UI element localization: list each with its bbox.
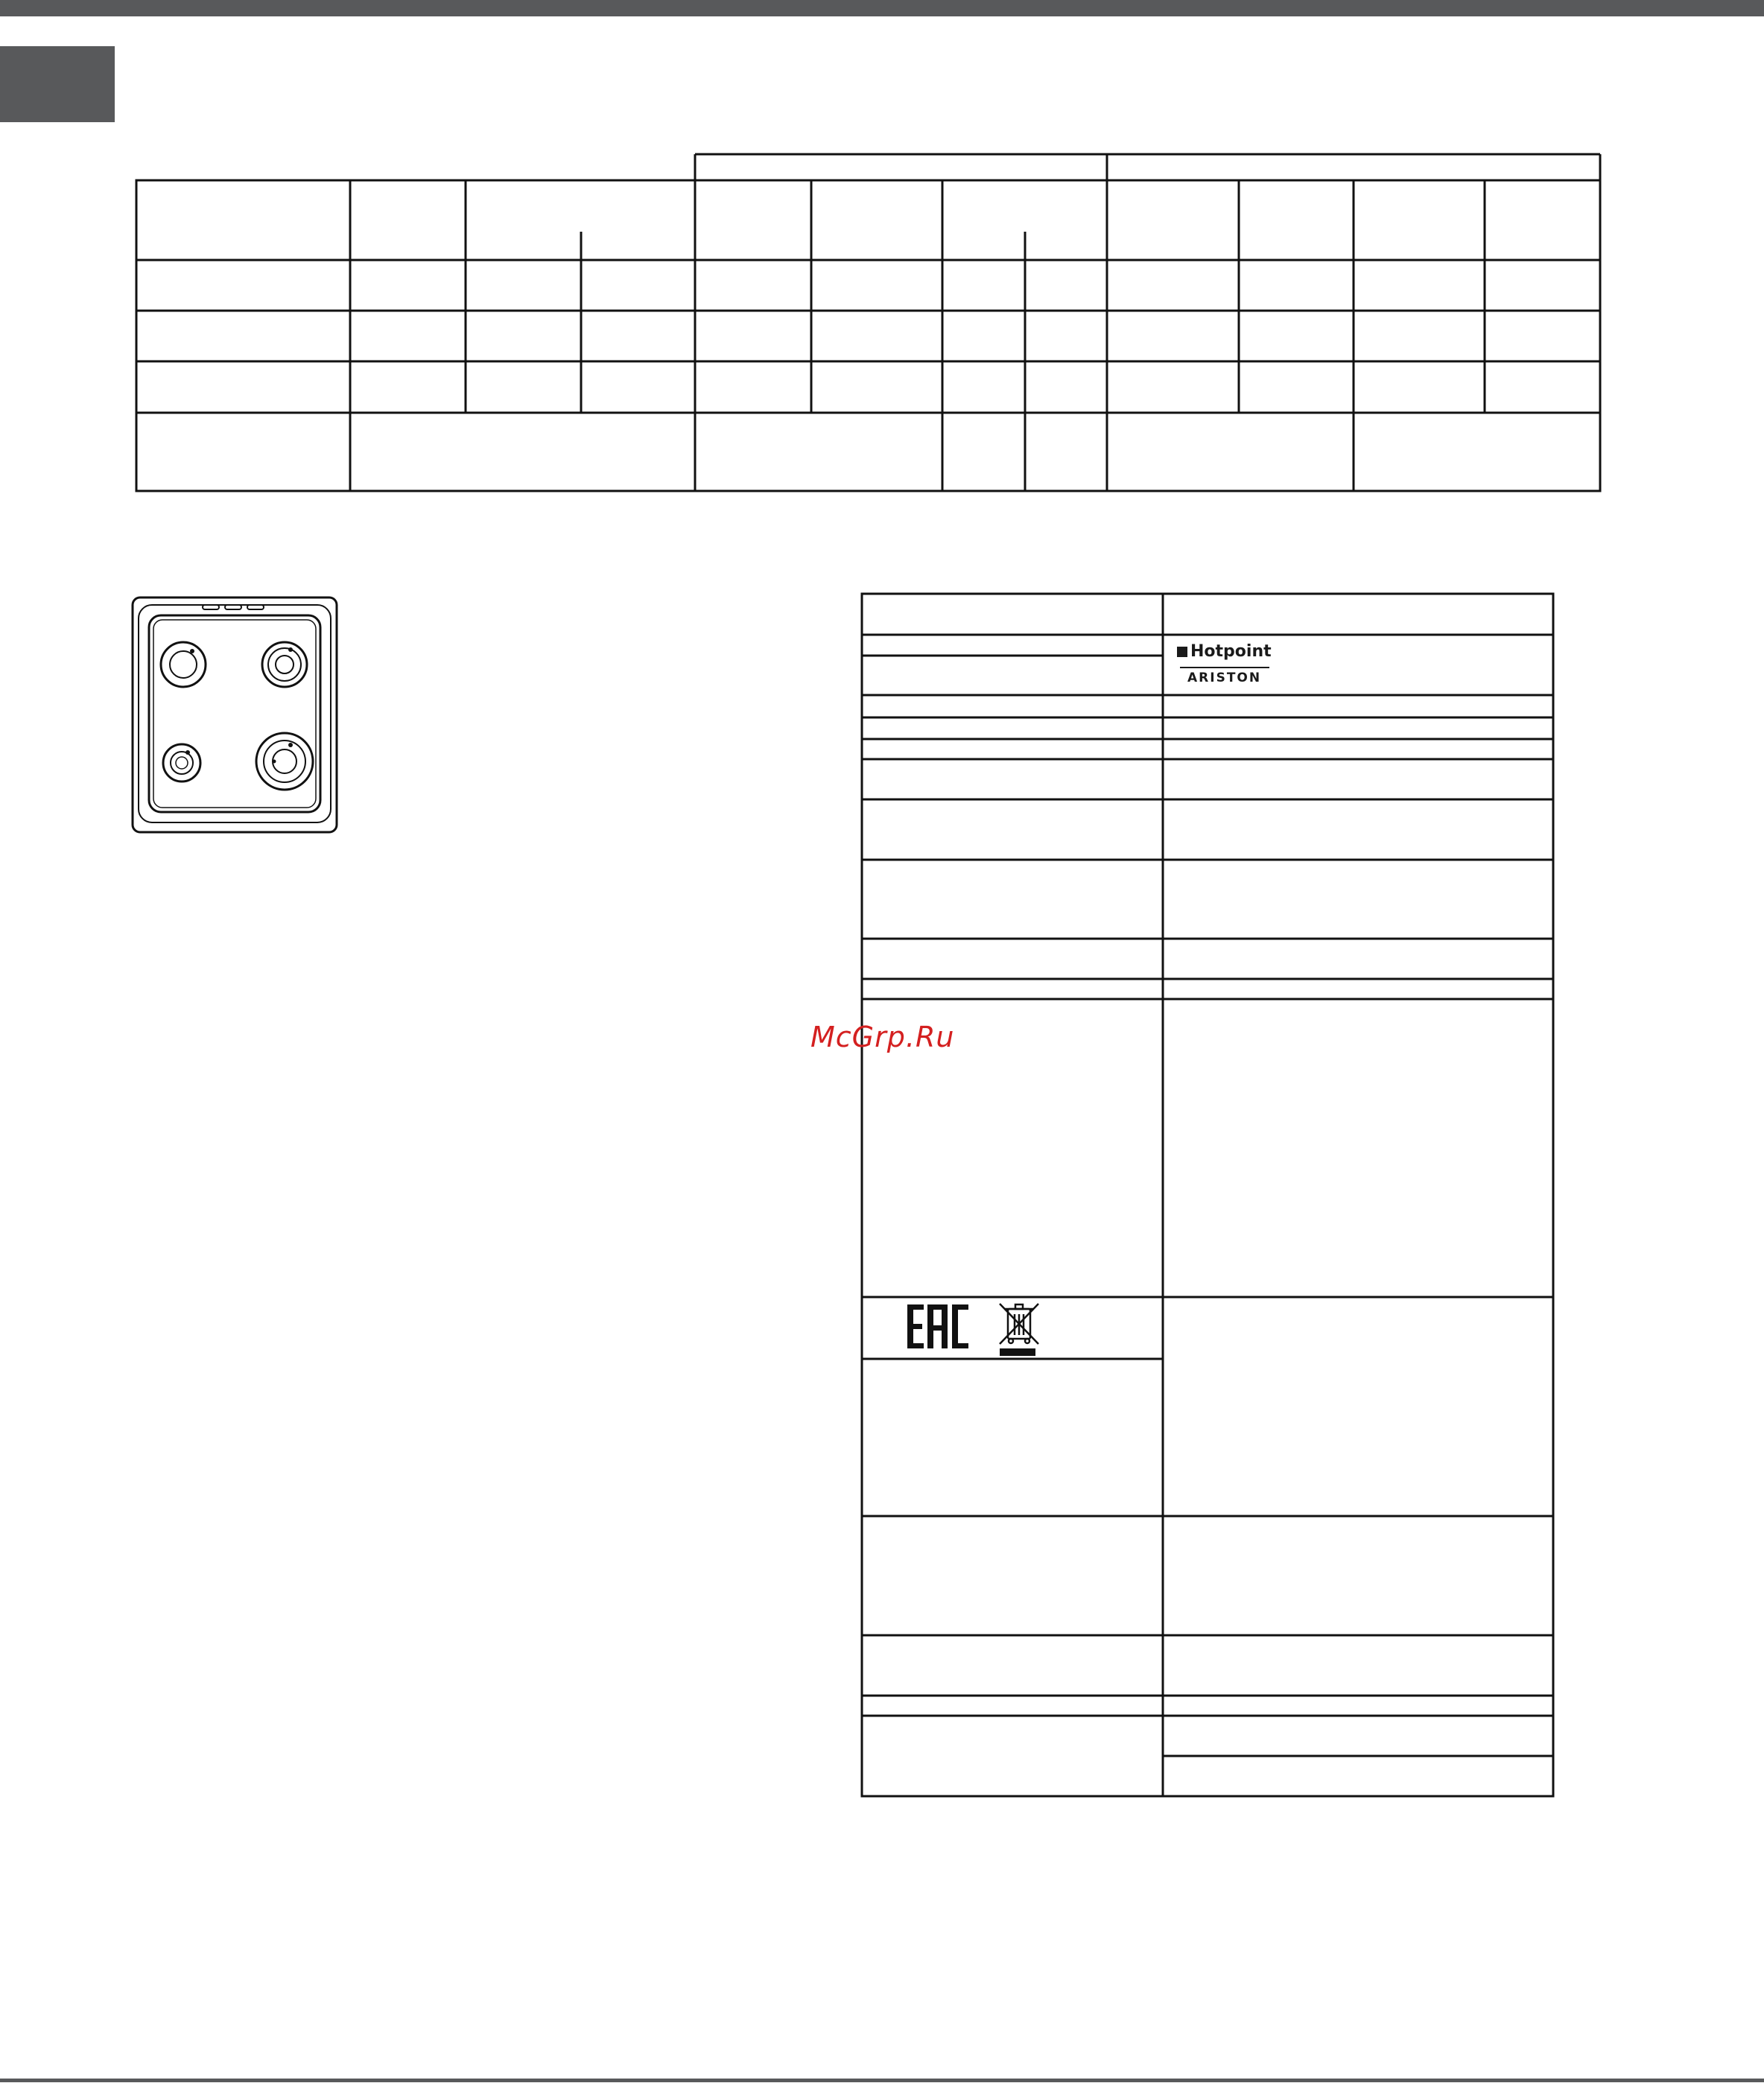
watermark: McGrp.Ru [810, 1021, 955, 1053]
bottom-rule [0, 2079, 1764, 2082]
brand-line1: Hotpoint [1190, 642, 1272, 661]
brand-line2: ARISTON [1187, 670, 1262, 685]
